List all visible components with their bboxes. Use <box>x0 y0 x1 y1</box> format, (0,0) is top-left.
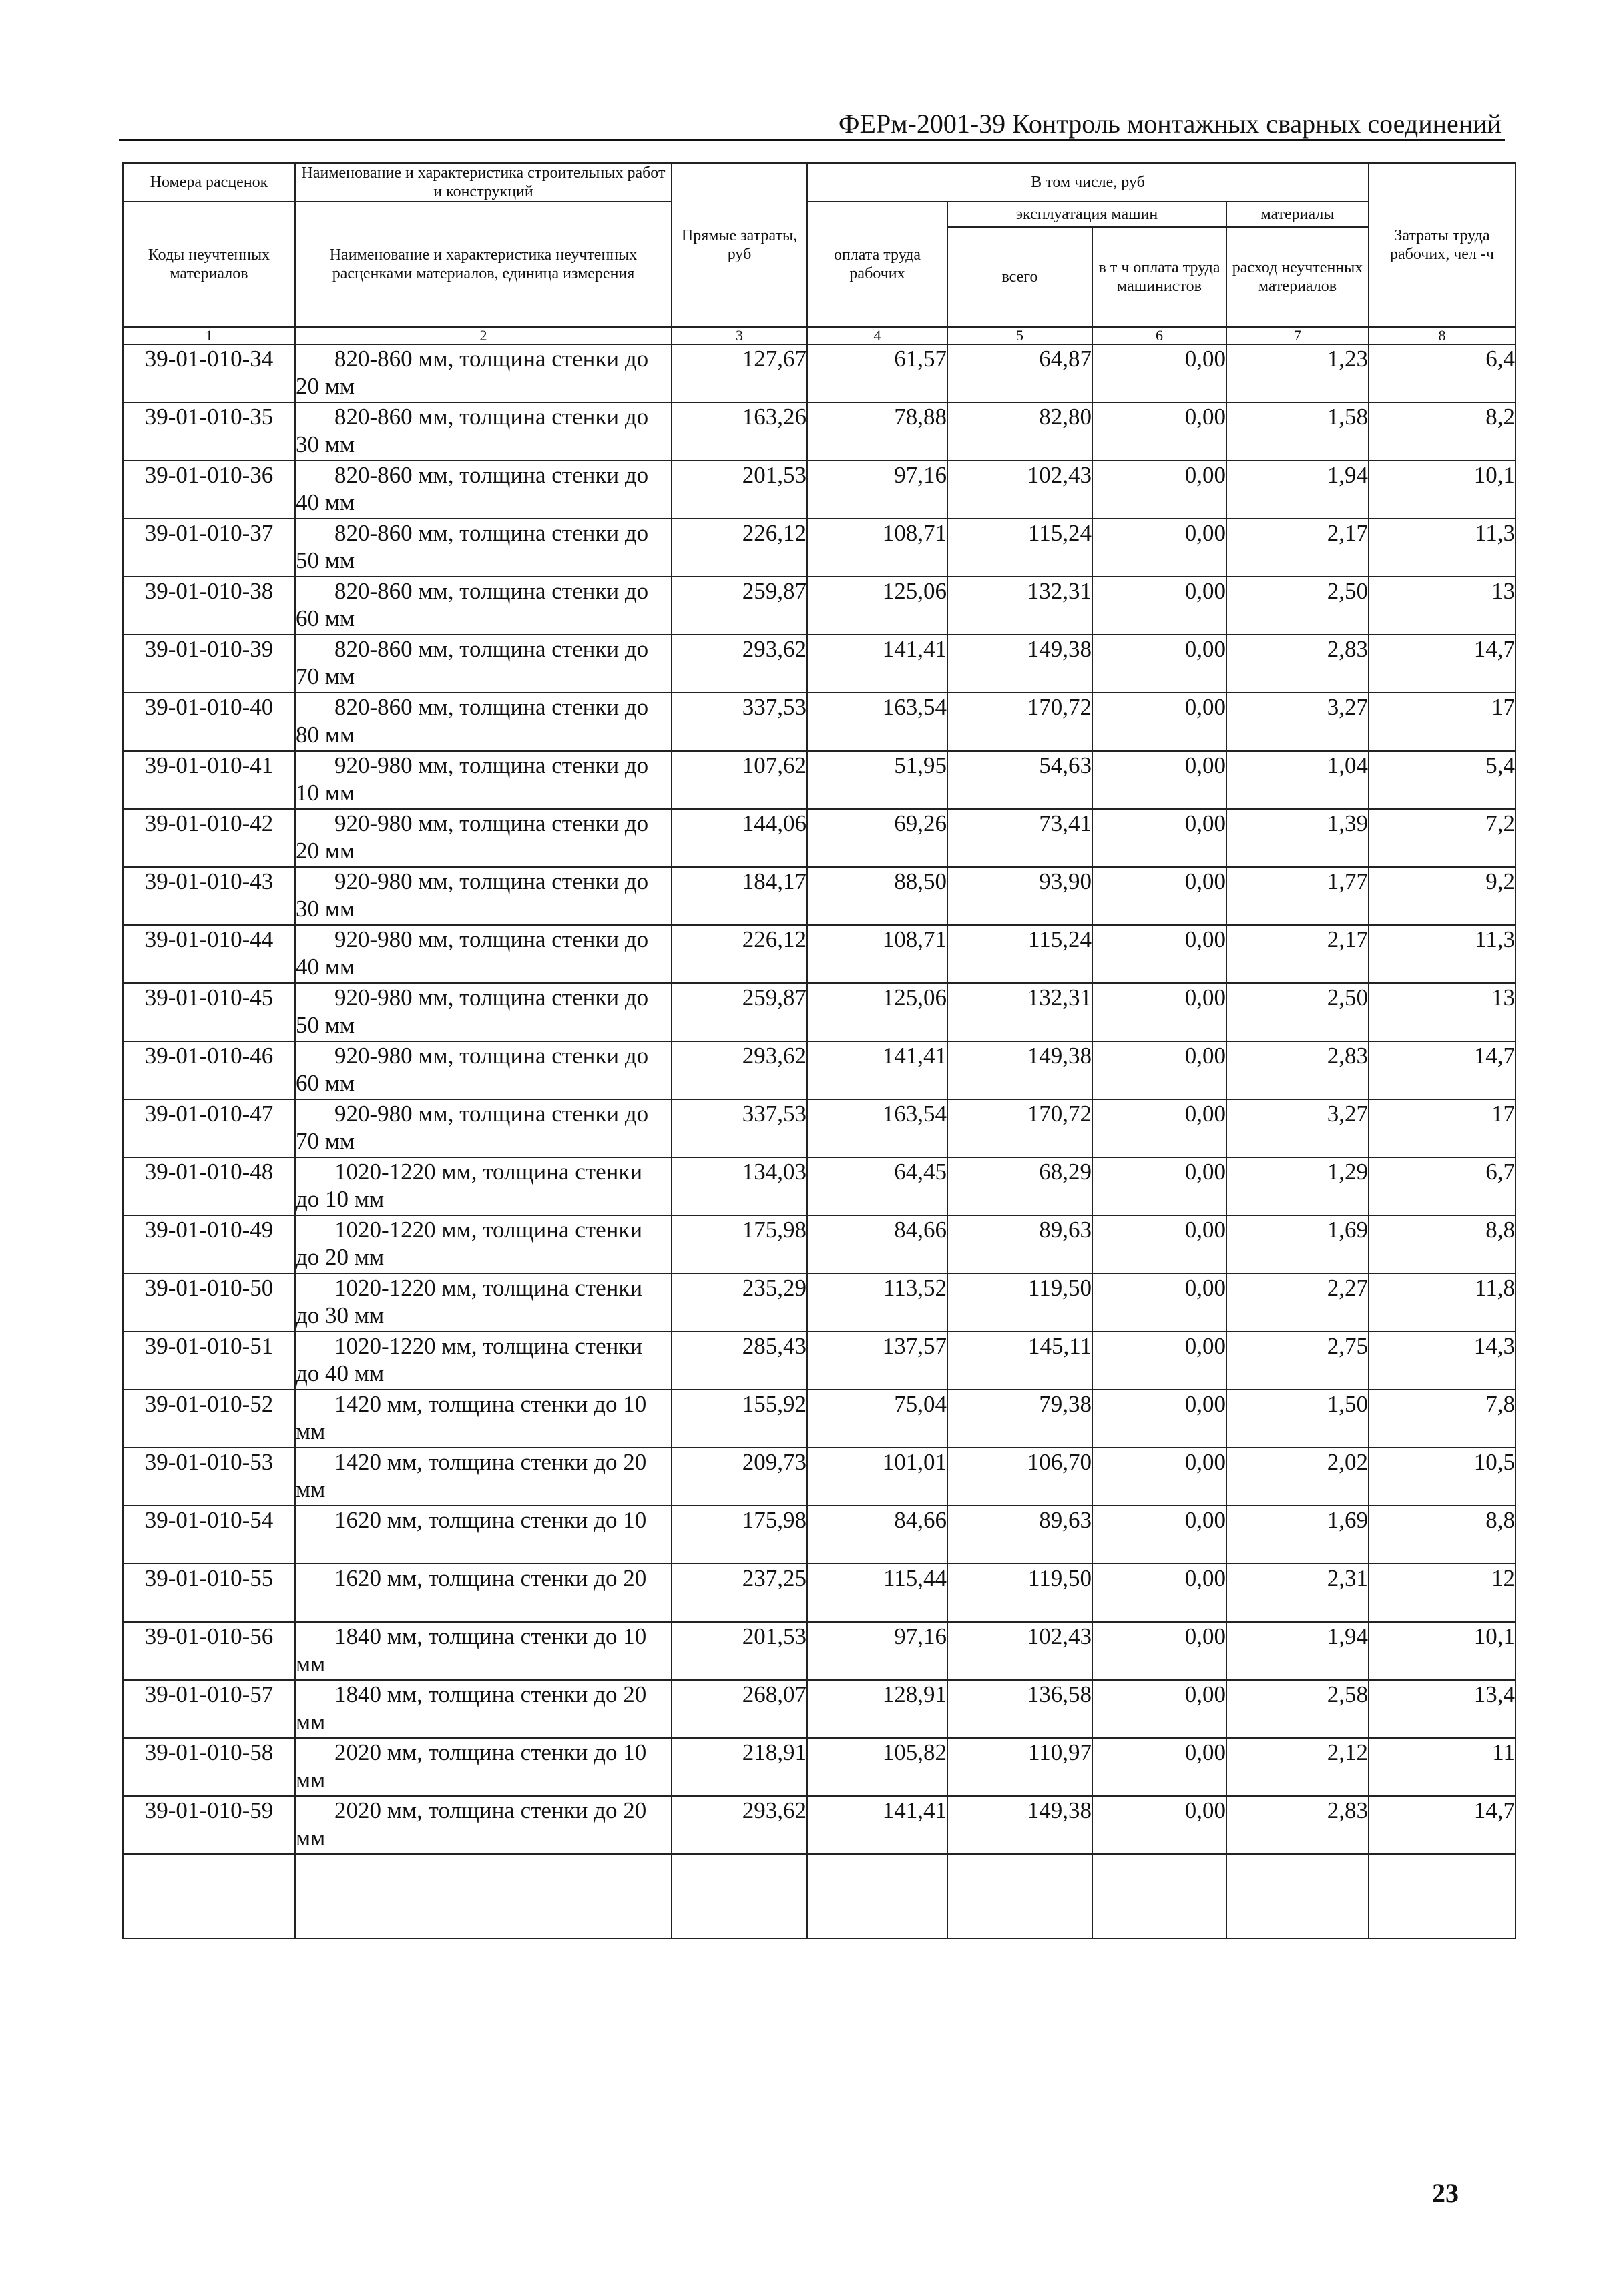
direct-costs: 184,17 <box>672 867 807 925</box>
work-description: 1020-1220 мм, толщина стенки до 20 мм <box>295 1215 672 1273</box>
machine-total: 110,97 <box>947 1738 1092 1796</box>
column-number: 2 <box>295 327 672 344</box>
header-materials: материалы <box>1226 202 1369 227</box>
column-number: 6 <box>1092 327 1226 344</box>
direct-costs: 209,73 <box>672 1448 807 1506</box>
labor-pay: 141,41 <box>807 635 947 693</box>
machinist-pay: 0,00 <box>1092 1680 1226 1738</box>
work-description: 1620 мм, толщина стенки до 20 <box>295 1564 672 1622</box>
machine-total: 149,38 <box>947 1041 1092 1099</box>
machinist-pay: 0,00 <box>1092 461 1226 519</box>
machinist-pay: 0,00 <box>1092 693 1226 751</box>
work-description: 2020 мм, толщина стенки до 10 мм <box>295 1738 672 1796</box>
machinist-pay: 0,00 <box>1092 1448 1226 1506</box>
rate-code: 39-01-010-41 <box>123 751 295 809</box>
labor-hours: 11,3 <box>1369 925 1516 983</box>
machinist-pay: 0,00 <box>1092 751 1226 809</box>
labor-hours: 10,5 <box>1369 1448 1516 1506</box>
labor-hours: 5,4 <box>1369 751 1516 809</box>
direct-costs: 144,06 <box>672 809 807 867</box>
header-including: В том числе, руб <box>807 163 1369 202</box>
work-description: 920-980 мм, толщина стенки до 60 мм <box>295 1041 672 1099</box>
labor-hours: 11,8 <box>1369 1273 1516 1332</box>
direct-costs: 226,12 <box>672 519 807 577</box>
table-row <box>123 1332 1516 1390</box>
labor-hours: 14,7 <box>1369 635 1516 693</box>
table-row <box>123 402 1516 461</box>
materials-cost: 3,27 <box>1226 693 1369 751</box>
materials-cost: 2,12 <box>1226 1738 1369 1796</box>
labor-hours: 11 <box>1369 1738 1516 1796</box>
rate-code: 39-01-010-59 <box>123 1796 295 1854</box>
rate-code: 39-01-010-53 <box>123 1448 295 1506</box>
direct-costs: 163,26 <box>672 402 807 461</box>
direct-costs: 237,25 <box>672 1564 807 1622</box>
rate-code: 39-01-010-54 <box>123 1506 295 1564</box>
materials-cost: 1,77 <box>1226 867 1369 925</box>
column-number: 8 <box>1369 327 1516 344</box>
labor-pay: 128,91 <box>807 1680 947 1738</box>
labor-hours: 8,2 <box>1369 402 1516 461</box>
work-description: 920-980 мм, толщина стенки до 70 мм <box>295 1099 672 1157</box>
table-row <box>123 1390 1516 1448</box>
rate-code: 39-01-010-56 <box>123 1622 295 1680</box>
labor-pay: 61,57 <box>807 344 947 402</box>
labor-pay: 84,66 <box>807 1506 947 1564</box>
labor-pay: 101,01 <box>807 1448 947 1506</box>
column-number: 1 <box>123 327 295 344</box>
machinist-pay: 0,00 <box>1092 809 1226 867</box>
machine-total: 64,87 <box>947 344 1092 402</box>
column-number: 5 <box>947 327 1092 344</box>
direct-costs: 201,53 <box>672 1622 807 1680</box>
materials-cost: 1,58 <box>1226 402 1369 461</box>
materials-cost: 2,50 <box>1226 983 1369 1041</box>
labor-pay: 84,66 <box>807 1215 947 1273</box>
rate-code: 39-01-010-58 <box>123 1738 295 1796</box>
empty-cell <box>807 1854 947 1938</box>
table-row <box>123 1448 1516 1506</box>
rate-code: 39-01-010-55 <box>123 1564 295 1622</box>
machinist-pay: 0,00 <box>1092 1041 1226 1099</box>
machinist-pay: 0,00 <box>1092 925 1226 983</box>
direct-costs: 268,07 <box>672 1680 807 1738</box>
labor-pay: 125,06 <box>807 983 947 1041</box>
machine-total: 89,63 <box>947 1215 1092 1273</box>
labor-pay: 69,26 <box>807 809 947 867</box>
rate-code: 39-01-010-40 <box>123 693 295 751</box>
labor-pay: 115,44 <box>807 1564 947 1622</box>
rate-code: 39-01-010-38 <box>123 577 295 635</box>
materials-cost: 2,31 <box>1226 1564 1369 1622</box>
labor-pay: 163,54 <box>807 693 947 751</box>
direct-costs: 218,91 <box>672 1738 807 1796</box>
header-material-codes: Коды неучтенных материалов <box>123 202 295 327</box>
machine-total: 119,50 <box>947 1564 1092 1622</box>
labor-hours: 14,7 <box>1369 1041 1516 1099</box>
running-header: ФЕРм-2001-39 Контроль монтажных сварных соединений <box>838 109 1502 139</box>
table-row <box>123 1564 1516 1622</box>
direct-costs: 293,62 <box>672 1041 807 1099</box>
work-description: 820-860 мм, толщина стенки до 60 мм <box>295 577 672 635</box>
labor-hours: 9,2 <box>1369 867 1516 925</box>
table-row <box>123 693 1516 751</box>
work-description: 920-980 мм, толщина стенки до 50 мм <box>295 983 672 1041</box>
rate-code: 39-01-010-57 <box>123 1680 295 1738</box>
materials-cost: 2,17 <box>1226 519 1369 577</box>
labor-hours: 13 <box>1369 577 1516 635</box>
machine-total: 73,41 <box>947 809 1092 867</box>
labor-pay: 51,95 <box>807 751 947 809</box>
labor-pay: 125,06 <box>807 577 947 635</box>
machinist-pay: 0,00 <box>1092 344 1226 402</box>
machinist-pay: 0,00 <box>1092 983 1226 1041</box>
rate-code: 39-01-010-39 <box>123 635 295 693</box>
labor-hours: 14,7 <box>1369 1796 1516 1854</box>
direct-costs: 235,29 <box>672 1273 807 1332</box>
labor-pay: 108,71 <box>807 925 947 983</box>
work-description: 820-860 мм, толщина стенки до 80 мм <box>295 693 672 751</box>
rate-code: 39-01-010-46 <box>123 1041 295 1099</box>
table-row <box>123 1796 1516 1854</box>
table-row <box>123 1738 1516 1796</box>
machine-total: 136,58 <box>947 1680 1092 1738</box>
work-description: 920-980 мм, толщина стенки до 30 мм <box>295 867 672 925</box>
machinist-pay: 0,00 <box>1092 1622 1226 1680</box>
table-row <box>123 577 1516 635</box>
labor-hours: 10,1 <box>1369 1622 1516 1680</box>
table-row <box>123 1622 1516 1680</box>
labor-hours: 12 <box>1369 1564 1516 1622</box>
rate-code: 39-01-010-51 <box>123 1332 295 1390</box>
rate-code: 39-01-010-48 <box>123 1157 295 1215</box>
work-description: 920-980 мм, толщина стенки до 20 мм <box>295 809 672 867</box>
labor-hours: 17 <box>1369 1099 1516 1157</box>
work-description: 1020-1220 мм, толщина стенки до 10 мм <box>295 1157 672 1215</box>
machine-total: 106,70 <box>947 1448 1092 1506</box>
empty-cell <box>672 1854 807 1938</box>
rate-code: 39-01-010-50 <box>123 1273 295 1332</box>
table-row <box>123 344 1516 402</box>
work-description: 920-980 мм, толщина стенки до 10 мм <box>295 751 672 809</box>
empty-cell <box>1092 1854 1226 1938</box>
table-row <box>123 461 1516 519</box>
machine-total: 149,38 <box>947 635 1092 693</box>
empty-cell <box>947 1854 1092 1938</box>
work-description: 820-860 мм, толщина стенки до 30 мм <box>295 402 672 461</box>
machinist-pay: 0,00 <box>1092 402 1226 461</box>
materials-cost: 1,94 <box>1226 461 1369 519</box>
table-row <box>123 983 1516 1041</box>
direct-costs: 293,62 <box>672 1796 807 1854</box>
machine-total: 170,72 <box>947 1099 1092 1157</box>
machine-total: 149,38 <box>947 1796 1092 1854</box>
labor-pay: 78,88 <box>807 402 947 461</box>
table-row <box>123 867 1516 925</box>
table-row <box>123 809 1516 867</box>
machinist-pay: 0,00 <box>1092 1738 1226 1796</box>
machine-total: 54,63 <box>947 751 1092 809</box>
rate-code: 39-01-010-47 <box>123 1099 295 1157</box>
table-row <box>123 1273 1516 1332</box>
table-row <box>123 1680 1516 1738</box>
materials-cost: 2,02 <box>1226 1448 1369 1506</box>
table-row <box>123 925 1516 983</box>
materials-cost: 2,58 <box>1226 1680 1369 1738</box>
labor-pay: 141,41 <box>807 1041 947 1099</box>
labor-pay: 88,50 <box>807 867 947 925</box>
direct-costs: 155,92 <box>672 1390 807 1448</box>
machinist-pay: 0,00 <box>1092 577 1226 635</box>
materials-cost: 1,69 <box>1226 1215 1369 1273</box>
labor-hours: 8,8 <box>1369 1215 1516 1273</box>
header-machinist-pay: в т ч оплата труда машинистов <box>1092 227 1226 327</box>
work-description: 1840 мм, толщина стенки до 20 мм <box>295 1680 672 1738</box>
column-number: 4 <box>807 327 947 344</box>
direct-costs: 226,12 <box>672 925 807 983</box>
rate-code: 39-01-010-34 <box>123 344 295 402</box>
header-machine-total: всего <box>947 227 1092 327</box>
work-description: 1020-1220 мм, толщина стенки до 30 мм <box>295 1273 672 1332</box>
empty-cell <box>1226 1854 1369 1938</box>
header-work-name: Наименование и характеристика строительных работ и конструкций <box>295 163 672 202</box>
work-description: 1020-1220 мм, толщина стенки до 40 мм <box>295 1332 672 1390</box>
table-row <box>123 1215 1516 1273</box>
labor-hours: 14,3 <box>1369 1332 1516 1390</box>
table-row <box>123 1099 1516 1157</box>
materials-cost: 2,27 <box>1226 1273 1369 1332</box>
direct-costs: 337,53 <box>672 1099 807 1157</box>
header-direct-costs: Прямые затраты, руб <box>672 163 807 327</box>
machinist-pay: 0,00 <box>1092 1506 1226 1564</box>
column-number: 3 <box>672 327 807 344</box>
direct-costs: 337,53 <box>672 693 807 751</box>
header-rule <box>119 139 1505 141</box>
direct-costs: 127,67 <box>672 344 807 402</box>
machine-total: 79,38 <box>947 1390 1092 1448</box>
machinist-pay: 0,00 <box>1092 635 1226 693</box>
work-description: 820-860 мм, толщина стенки до 20 мм <box>295 344 672 402</box>
table-row <box>123 751 1516 809</box>
machine-total: 93,90 <box>947 867 1092 925</box>
work-description: 1840 мм, толщина стенки до 10 мм <box>295 1622 672 1680</box>
rates-table <box>122 162 1516 1939</box>
work-description: 2020 мм, толщина стенки до 20 мм <box>295 1796 672 1854</box>
machinist-pay: 0,00 <box>1092 1099 1226 1157</box>
rate-code: 39-01-010-45 <box>123 983 295 1041</box>
rate-code: 39-01-010-52 <box>123 1390 295 1448</box>
machine-total: 82,80 <box>947 402 1092 461</box>
work-description: 820-860 мм, толщина стенки до 70 мм <box>295 635 672 693</box>
labor-hours: 13,4 <box>1369 1680 1516 1738</box>
labor-pay: 64,45 <box>807 1157 947 1215</box>
work-description: 920-980 мм, толщина стенки до 40 мм <box>295 925 672 983</box>
labor-pay: 108,71 <box>807 519 947 577</box>
rate-code: 39-01-010-43 <box>123 867 295 925</box>
direct-costs: 293,62 <box>672 635 807 693</box>
machine-total: 68,29 <box>947 1157 1092 1215</box>
work-description: 1420 мм, толщина стенки до 10 мм <box>295 1390 672 1448</box>
work-description: 820-860 мм, толщина стенки до 50 мм <box>295 519 672 577</box>
table-row <box>123 1157 1516 1215</box>
materials-cost: 1,50 <box>1226 1390 1369 1448</box>
labor-hours: 8,8 <box>1369 1506 1516 1564</box>
table-row <box>123 519 1516 577</box>
machinist-pay: 0,00 <box>1092 1273 1226 1332</box>
machine-total: 132,31 <box>947 983 1092 1041</box>
machinist-pay: 0,00 <box>1092 1332 1226 1390</box>
materials-cost: 2,83 <box>1226 635 1369 693</box>
direct-costs: 259,87 <box>672 983 807 1041</box>
machinist-pay: 0,00 <box>1092 1796 1226 1854</box>
machine-total: 145,11 <box>947 1332 1092 1390</box>
machine-total: 102,43 <box>947 1622 1092 1680</box>
labor-pay: 97,16 <box>807 1622 947 1680</box>
direct-costs: 259,87 <box>672 577 807 635</box>
empty-cell <box>1369 1854 1516 1938</box>
empty-cell <box>123 1854 295 1938</box>
machine-total: 170,72 <box>947 693 1092 751</box>
direct-costs: 175,98 <box>672 1506 807 1564</box>
materials-cost: 1,29 <box>1226 1157 1369 1215</box>
labor-hours: 13 <box>1369 983 1516 1041</box>
direct-costs: 201,53 <box>672 461 807 519</box>
machine-total: 119,50 <box>947 1273 1092 1332</box>
table-filler-row <box>123 1854 1516 1938</box>
machinist-pay: 0,00 <box>1092 519 1226 577</box>
machinist-pay: 0,00 <box>1092 867 1226 925</box>
materials-cost: 2,75 <box>1226 1332 1369 1390</box>
machinist-pay: 0,00 <box>1092 1215 1226 1273</box>
table-row <box>123 1041 1516 1099</box>
empty-cell <box>295 1854 672 1938</box>
labor-hours: 6,7 <box>1369 1157 1516 1215</box>
machine-total: 102,43 <box>947 461 1092 519</box>
header-material-name: Наименование и характеристика неучтенных расценками материалов, единица измерения <box>295 202 672 327</box>
machinist-pay: 0,00 <box>1092 1390 1226 1448</box>
labor-hours: 7,8 <box>1369 1390 1516 1448</box>
direct-costs: 285,43 <box>672 1332 807 1390</box>
materials-cost: 2,17 <box>1226 925 1369 983</box>
rate-code: 39-01-010-42 <box>123 809 295 867</box>
table-row <box>123 635 1516 693</box>
header-labor-pay: оплата труда рабочих <box>807 202 947 327</box>
labor-pay: 97,16 <box>807 461 947 519</box>
rate-code: 39-01-010-37 <box>123 519 295 577</box>
materials-cost: 1,69 <box>1226 1506 1369 1564</box>
machine-total: 89,63 <box>947 1506 1092 1564</box>
materials-cost: 3,27 <box>1226 1099 1369 1157</box>
materials-cost: 1,23 <box>1226 344 1369 402</box>
page-number: 23 <box>1432 2178 1459 2208</box>
machine-total: 115,24 <box>947 519 1092 577</box>
labor-hours: 6,4 <box>1369 344 1516 402</box>
machine-total: 115,24 <box>947 925 1092 983</box>
machine-total: 132,31 <box>947 577 1092 635</box>
rate-code: 39-01-010-35 <box>123 402 295 461</box>
labor-pay: 75,04 <box>807 1390 947 1448</box>
labor-hours: 11,3 <box>1369 519 1516 577</box>
materials-cost: 2,83 <box>1226 1041 1369 1099</box>
labor-pay: 141,41 <box>807 1796 947 1854</box>
direct-costs: 107,62 <box>672 751 807 809</box>
direct-costs: 175,98 <box>672 1215 807 1273</box>
labor-pay: 137,57 <box>807 1332 947 1390</box>
labor-hours: 7,2 <box>1369 809 1516 867</box>
materials-cost: 1,94 <box>1226 1622 1369 1680</box>
header-unaccounted-materials: расход неучтенных материалов <box>1226 227 1369 327</box>
rate-code: 39-01-010-44 <box>123 925 295 983</box>
labor-pay: 113,52 <box>807 1273 947 1332</box>
labor-pay: 163,54 <box>807 1099 947 1157</box>
labor-pay: 105,82 <box>807 1738 947 1796</box>
labor-hours: 10,1 <box>1369 461 1516 519</box>
rate-code: 39-01-010-36 <box>123 461 295 519</box>
work-description: 1620 мм, толщина стенки до 10 <box>295 1506 672 1564</box>
work-description: 1420 мм, толщина стенки до 20 мм <box>295 1448 672 1506</box>
materials-cost: 1,04 <box>1226 751 1369 809</box>
direct-costs: 134,03 <box>672 1157 807 1215</box>
header-machine-operation: эксплуатация машин <box>947 202 1226 227</box>
machinist-pay: 0,00 <box>1092 1157 1226 1215</box>
header-labor-hours: Затраты труда рабочих, чел -ч <box>1369 163 1516 327</box>
column-number: 7 <box>1226 327 1369 344</box>
table-row <box>123 1506 1516 1564</box>
materials-cost: 2,50 <box>1226 577 1369 635</box>
materials-cost: 2,83 <box>1226 1796 1369 1854</box>
rate-code: 39-01-010-49 <box>123 1215 295 1273</box>
labor-hours: 17 <box>1369 693 1516 751</box>
materials-cost: 1,39 <box>1226 809 1369 867</box>
machinist-pay: 0,00 <box>1092 1564 1226 1622</box>
header-rate-numbers: Номера расценок <box>123 163 295 202</box>
work-description: 820-860 мм, толщина стенки до 40 мм <box>295 461 672 519</box>
